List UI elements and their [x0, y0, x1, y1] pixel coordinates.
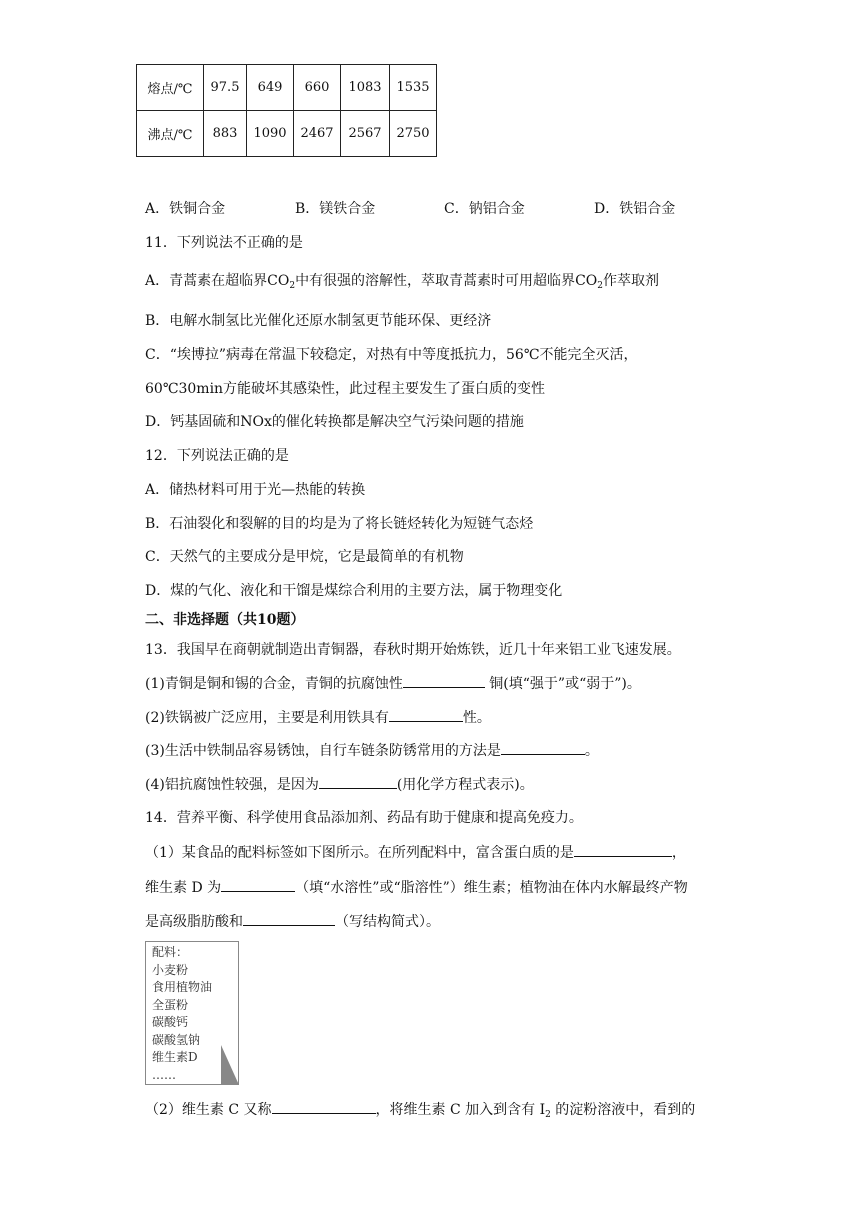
- q11-a-text-3: 作萃取剂: [603, 273, 659, 289]
- melting-boiling-table: [136, 64, 437, 157]
- q11-a-text-1: A．青蒿素在超临界: [145, 273, 268, 289]
- q14-l3-text-2: （写结构简式）。: [335, 914, 440, 930]
- q13-p1-text-2: 铜(填“强于”或“弱于”)。: [484, 676, 641, 692]
- table-cell: 883: [204, 111, 247, 157]
- table-cell: 2750: [390, 111, 437, 157]
- table-cell: 97.5: [204, 65, 247, 111]
- q11-option-a: [145, 271, 659, 291]
- q14-line4: [145, 1099, 695, 1120]
- answer-blank[interactable]: [501, 740, 585, 755]
- q11-option-d: D．钙基固硫和NOx的催化转换都是解决空气污染问题的措施: [145, 414, 524, 430]
- ingredient-list: [152, 944, 212, 1084]
- option-b: B．镁铁合金: [295, 201, 376, 217]
- q13-p2-text: (2)铁锅被广泛应用，主要是利用铁具有: [145, 710, 389, 726]
- answer-blank[interactable]: [319, 774, 397, 789]
- table-cell: 1083: [341, 65, 390, 111]
- q13-p1-text: (1)青铜是铜和锡的合金，青铜的抗腐蚀性: [145, 676, 403, 692]
- ingredient-line: 食用植物油: [152, 980, 213, 994]
- q11-a-text-2: 中有很强的溶解性，萃取青蒿素时可用超临界: [295, 273, 576, 289]
- ingredient-line: 维生素D: [152, 1050, 198, 1064]
- q13-p2-text-2: 性。: [462, 710, 491, 726]
- answer-blank[interactable]: [272, 1099, 376, 1114]
- q14-l4-text-3: 的淀粉溶液中，看到的: [550, 1102, 696, 1118]
- ingredient-line: 小麦粉: [152, 962, 189, 977]
- section-heading: 二、非选择题（共10题）: [145, 612, 305, 628]
- answer-blank[interactable]: [574, 842, 672, 857]
- q14-l4-text: （2）维生素 C 又称: [145, 1102, 272, 1118]
- table-cell: 649: [247, 65, 294, 111]
- ingredient-line: 全蛋粉: [152, 997, 189, 1012]
- ingredient-line: 碳酸氢钠: [152, 1032, 201, 1047]
- table-cell: 660: [294, 65, 341, 111]
- q14-line2: [145, 877, 688, 898]
- q14-l2-text-2: （填“水溶性”或“脂溶性”）维生素；植物油在体内水解最终产物: [295, 880, 688, 896]
- q14-l1-text: （1）某食品的配料标签如下图所示。在所列配料中，富含蛋白质的是: [145, 845, 574, 861]
- iodine-subscript: 2: [545, 1110, 551, 1120]
- table-row: [137, 111, 437, 157]
- q12-option-c: C．天然气的主要成分是甲烷，它是最简单的有机物: [145, 549, 464, 565]
- q13-part3: [145, 740, 599, 761]
- q11-stem: 11．下列说法不正确的是: [145, 235, 303, 251]
- q14-line3: [145, 911, 440, 932]
- table-row: [137, 65, 437, 111]
- q14-l4-text-2: ，将维生素 C 加入到含有 I: [375, 1102, 546, 1118]
- co2-formula: $CO_2$: [575, 273, 603, 291]
- option-d: D．铁铝合金: [594, 201, 676, 217]
- table-cell: 2567: [341, 111, 390, 157]
- option-a: A．铁铜合金: [145, 201, 226, 217]
- option-c: C．钠铝合金: [444, 201, 525, 217]
- q13-p3-text-2: 。: [584, 743, 599, 759]
- ingredient-label-image: [145, 941, 239, 1085]
- ingredient-line: ……: [152, 1067, 176, 1082]
- table-cell: 1090: [247, 111, 294, 157]
- q14-l2-text: 维生素 D 为: [145, 880, 222, 896]
- co2-formula: $CO_2$: [267, 273, 296, 291]
- q13-stem: 13．我国早在商朝就制造出青铜器，春秋时期开始炼铁，近几十年来铝工业飞速发展。: [145, 642, 681, 658]
- table-row-label: 沸点/℃: [137, 111, 204, 157]
- q13-p4-text: (4)铝抗腐蚀性较强，是因为: [145, 777, 319, 793]
- table-row-label: 熔点/℃: [137, 65, 204, 111]
- q14-l1-text-2: ，: [671, 845, 686, 861]
- answer-blank[interactable]: [403, 673, 485, 688]
- answer-blank[interactable]: [389, 707, 463, 722]
- table-cell: 2467: [294, 111, 341, 157]
- q13-part4: [145, 774, 534, 795]
- q11-option-c-line2: 60℃30min方能破坏其感染性，此过程主要发生了蛋白质的变性: [145, 381, 546, 397]
- q11-option-c-line1: C．“埃博拉”病毒在常温下较稳定，对热有中等度抵抗力，56℃不能完全灭活，: [145, 347, 638, 363]
- q14-line1: [145, 842, 686, 863]
- q13-p3-text: (3)生活中铁制品容易锈蚀，自行车链条防锈常用的方法是: [145, 743, 501, 759]
- q12-option-b: B．石油裂化和裂解的目的均是为了将长链烃转化为短链气态烃: [145, 516, 534, 532]
- answer-blank[interactable]: [243, 911, 335, 926]
- q12-option-d: D．煤的气化、液化和干馏是煤综合利用的主要方法，属于物理变化: [145, 583, 563, 599]
- q11-option-b: B．电解水制氢比光催化还原水制氢更节能环保、更经济: [145, 313, 492, 329]
- answer-blank[interactable]: [221, 877, 295, 892]
- q12-stem: 12．下列说法正确的是: [145, 448, 289, 464]
- page-curl-icon: [221, 1045, 239, 1085]
- ingredient-line: 碳酸钙: [152, 1015, 189, 1029]
- ingredient-line: 配料：: [152, 945, 189, 959]
- q13-p4-text-2: (用化学方程式表示)。: [396, 777, 534, 793]
- q14-l3-text: 是高级脂肪酸和: [145, 914, 243, 930]
- q12-option-a: A．储热材料可用于光—热能的转换: [145, 482, 366, 498]
- q13-part2: [145, 707, 491, 728]
- q14-stem: 14．营养平衡、科学使用食品添加剂、药品有助于健康和提高免疫力。: [145, 810, 583, 826]
- table-cell: 1535: [390, 65, 437, 111]
- q13-part1: [145, 673, 641, 694]
